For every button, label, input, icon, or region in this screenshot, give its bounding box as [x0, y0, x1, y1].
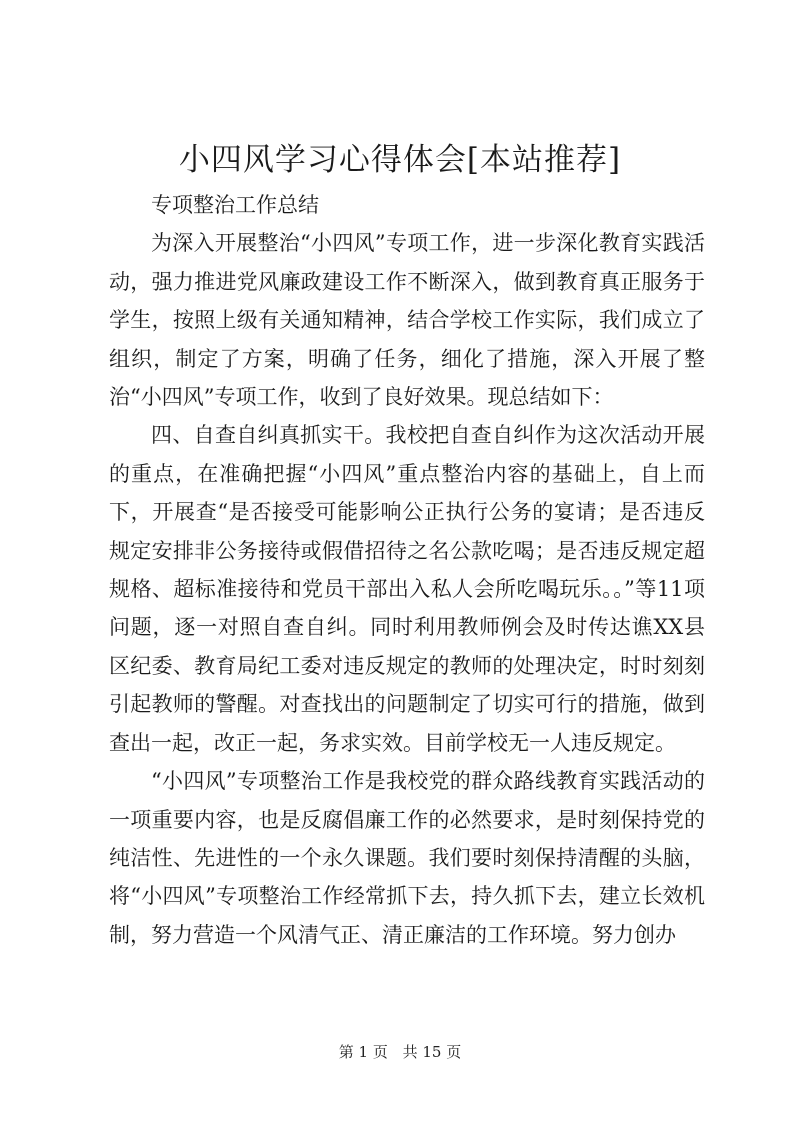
paragraph-conclusion: “小四风”专项整治工作是我校党的群众路线教育实践活动的一项重要内容，也是反腐倡廉工作的必然要求，是时刻保持党的纯洁性、先进性的一个永久课题。我们要时刻保持清醒的头脑，将“小四风”专项整治工作经常抓下去，持久抓下去，建立长效机制，努力营造一个风清气正、清正廉洁的工作环境。努力创办: [109, 769, 705, 947]
page-number: 第 1 页: [338, 1043, 388, 1061]
section-heading: 专项整治工作总结: [151, 193, 319, 217]
document-body: [109, 186, 705, 954]
paragraph-intro: 为深入开展整治“小四风”专项工作，进一步深化教育实践活动，强力推进党风廉政建设工作不断深入，做到教育真正服务于学生，按照上级有关通知精神，结合学校工作实际，我们成立了组织，制定了方案，明确了任务，细化了措施，深入开展了整治“小四风”专项工作，收到了良好效果。现总结如下：: [109, 231, 705, 410]
page-total: 共 15 页: [402, 1043, 462, 1061]
page-footer: [0, 1042, 800, 1062]
paragraph-self-inspection: 四、自查自纠真抓实干。我校把自查自纠作为这次活动开展的重点，在准确把握“小四风”重点整治内容的基础上，自上而下，开展查“是否接受可能影响公正执行公务的宴请；是否违反规定安排非公务接待或假借招待之名公款吃喝；是否违反规定超规格、超标准接待和党员干部出入私人会所吃喝玩乐。。”等11项问题，逐一对照自查自纠。同时利用教师例会及时传达谯XX县区纪委、教育局纪工委对违反规定的教师的处理决定，时时刻刻引起教师的警醒。对查找出的问题制定了切实可行的措施，做到查出一起，改正一起，务求实效。目前学校无一人违反规定。: [109, 423, 705, 755]
document-title: 小四风学习心得体会[本站推荐]: [178, 142, 622, 178]
